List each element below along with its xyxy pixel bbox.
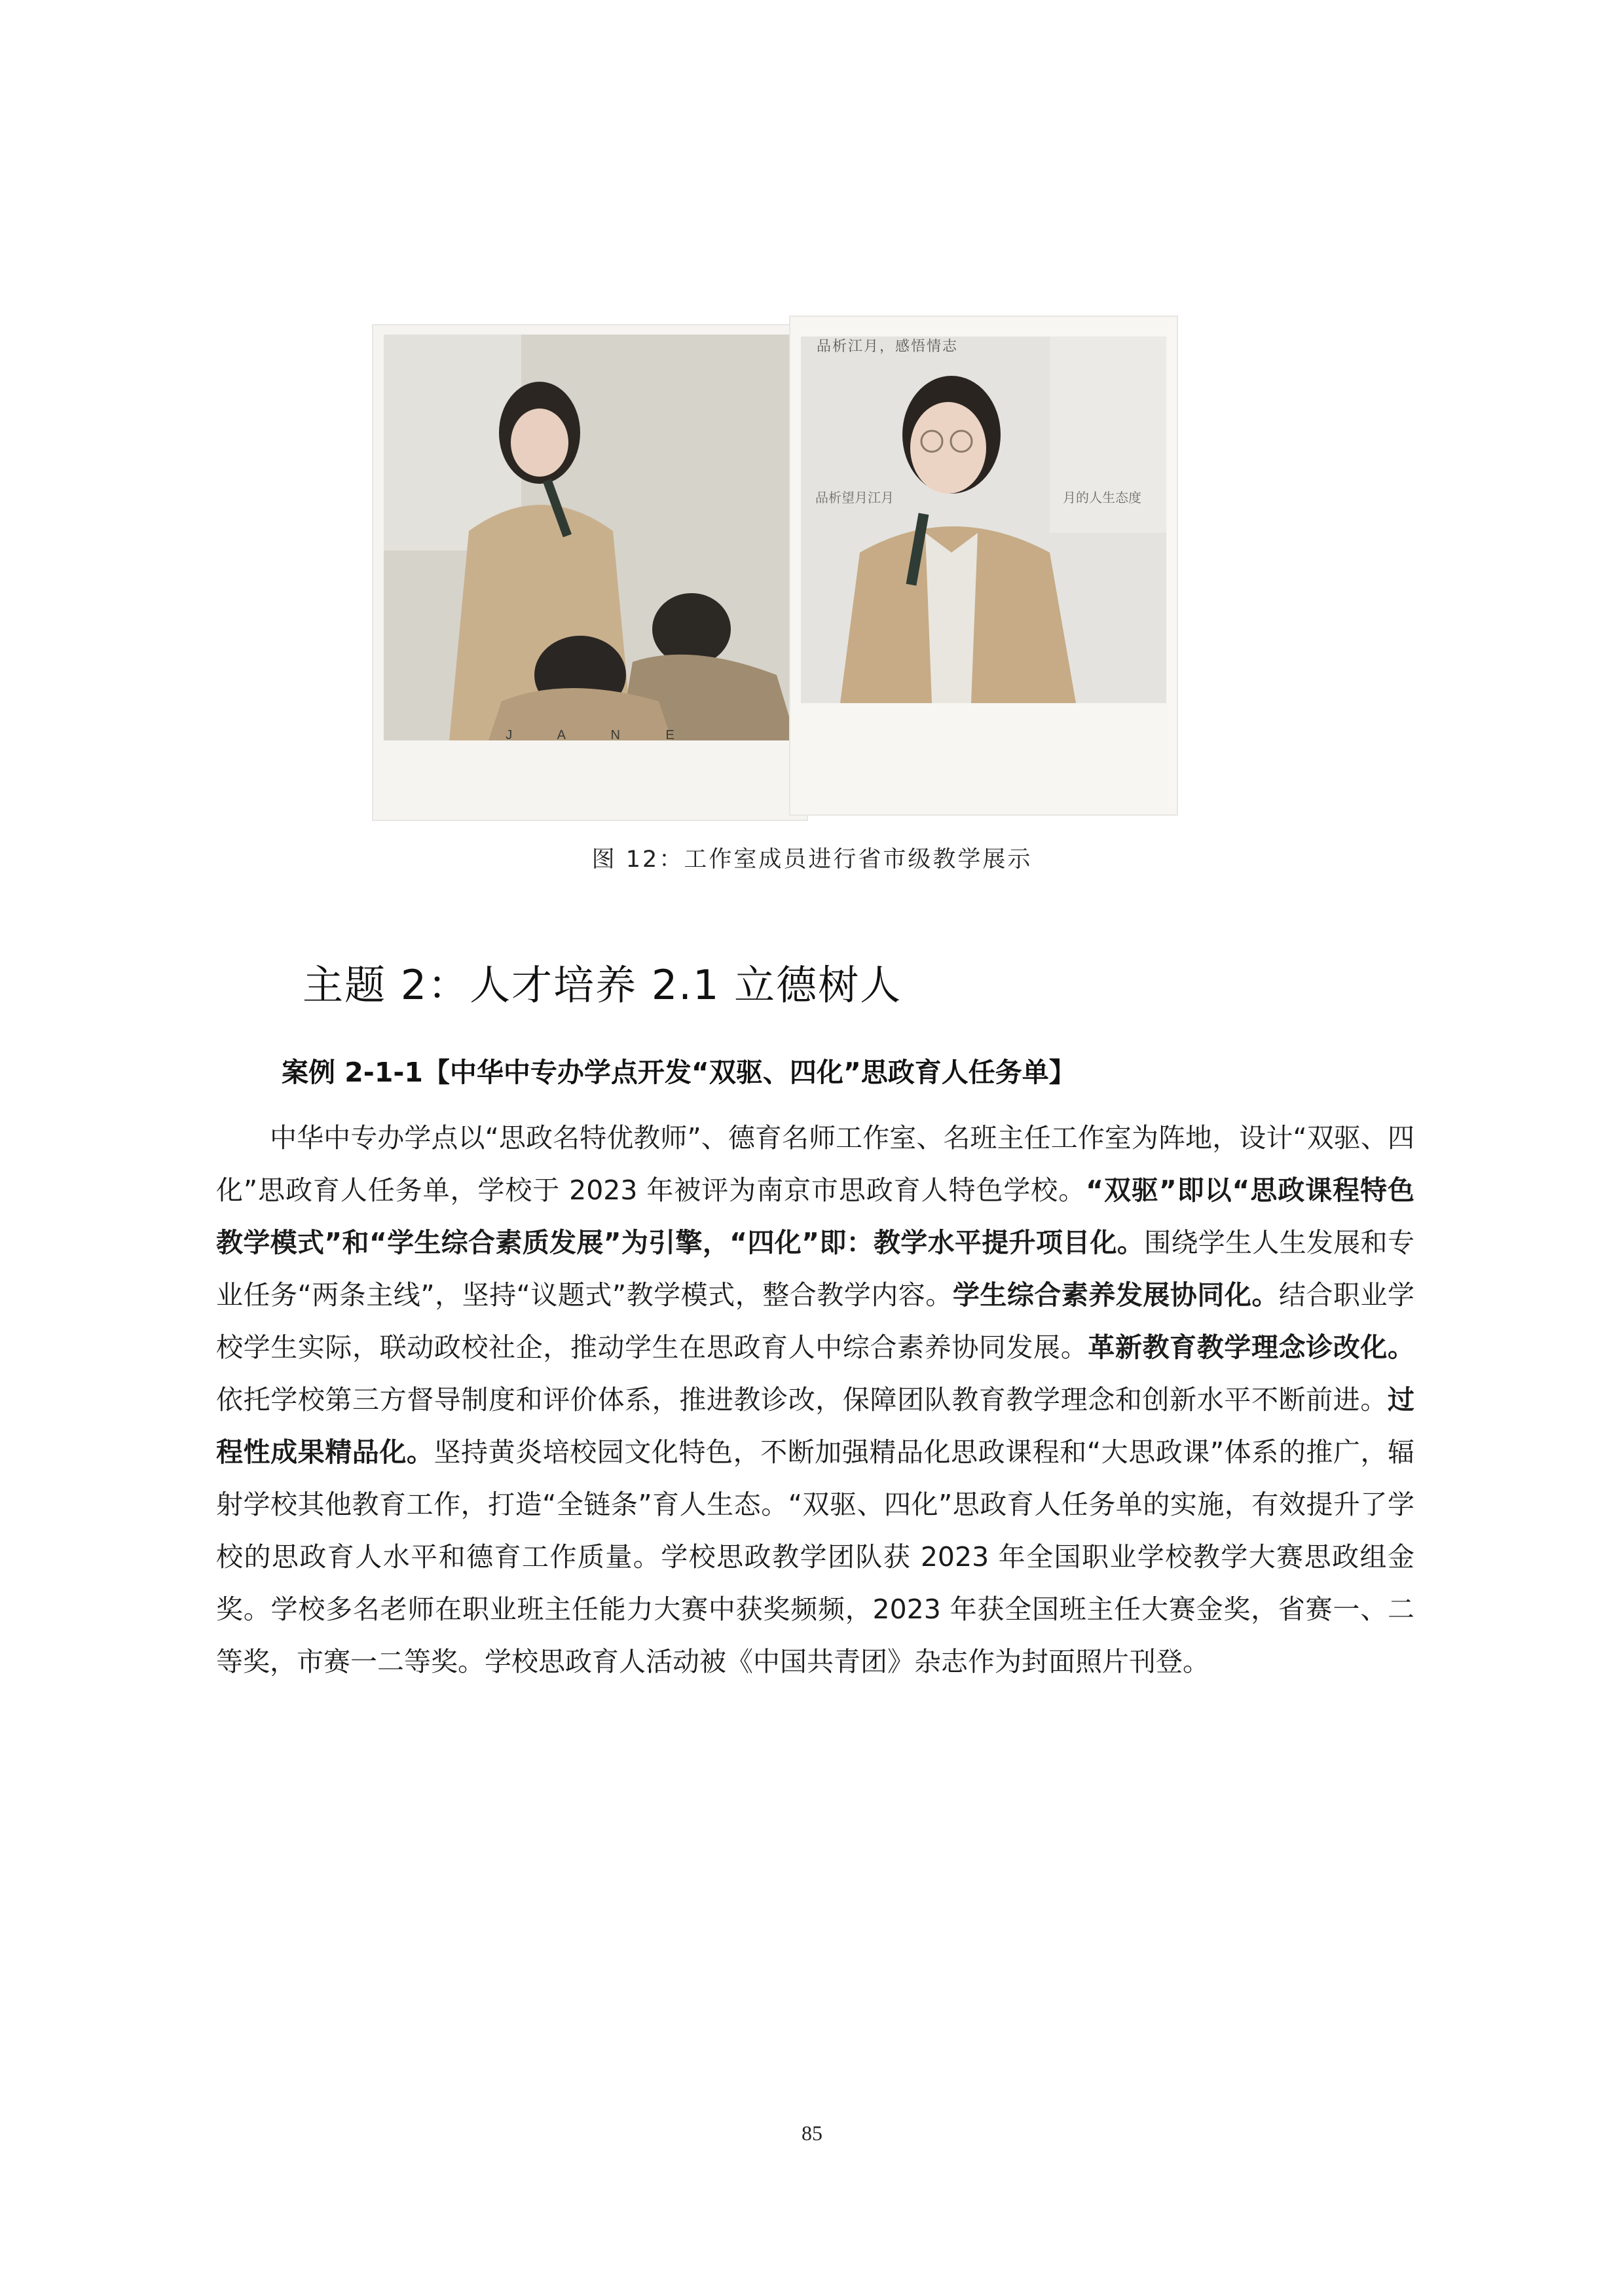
photo-teacher-right: [789, 316, 1178, 816]
section-title: 主题 2：人才培养 2.1 立德树人: [303, 961, 902, 1009]
photo-teacher-left: [372, 324, 808, 821]
body-text-3: 依托学校第三方督导制度和评价体系，推进教诊改，保障团队教育教学理念和创新水平不断前进。: [216, 1384, 1388, 1415]
photo-brand-text: J A N E: [506, 728, 695, 742]
body-bold-double-drive: “双驱”即以“思政课程特色教学模式”和“学生综合素质发展”为引擎，“四化”即：教学水平提升项目化。: [216, 1175, 1414, 1258]
body-text-4: 坚持黄炎培校园文化特色，不断加强精品化思政课程和“大思政课”体系的推广，辐射学校其他教育工作，打造“全链条”育人生态。“双驱、四化”思政育人任务单的实施，有效提升了学校的思政育人水平和德育工作质量。学校思政教学团队获 2023 年全国职业学校教学大赛思政组金奖。学校多名老师在职业班主任能力大赛中获奖频频，2023 年获全国班主任大赛金奖，省赛一、二等奖，市赛一二等奖。学校思政育人活动被《中国共青团》杂志作为封面照片刊登。: [216, 1436, 1415, 1677]
body-bold-reform: 革新教育教学理念诊改化。: [1088, 1332, 1415, 1363]
body-intro: 中华中专办学点以“思政名特优教师”、德育名师工作室、名班主任工作室为阵地，设计“双驱、四化”思政育人任务单，学校于 2023 年被评为南京市思政育人特色学校。: [216, 1122, 1414, 1206]
case-title: 案例 2-1-1【中华中专办学点开发“双驱、四化”思政育人任务单】: [282, 1057, 1076, 1088]
teacher-speaking-illustration: [384, 335, 796, 740]
page-number: 85: [802, 2121, 822, 2145]
figure-caption: 图 12：工作室成员进行省市级教学展示: [591, 847, 1033, 873]
body-text-2: 结合职业学校学生实际，联动政校社企，推动学生在思政育人中综合素养协同发展。: [216, 1279, 1415, 1363]
body-bold-synergy: 学生综合素养发展协同化。: [952, 1279, 1279, 1311]
body-bold-quality: 过程性成果精品化。: [216, 1384, 1414, 1468]
body-text-1: 围绕学生人生发展和专业任务“两条主线”，坚持“议题式”教学模式，整合教学内容。: [216, 1227, 1414, 1311]
teacher-with-glasses-illustration: [801, 337, 1166, 703]
board-heading-text: 品析江月，感悟情志: [817, 338, 959, 355]
slide-text-right: 月的人生态度: [1063, 490, 1141, 505]
photo-scene-right: [801, 337, 1166, 703]
photo-scene-left: [384, 335, 796, 740]
case-body-paragraph: [216, 1112, 1414, 1688]
slide-text-left: 品析望月江月: [815, 490, 894, 505]
